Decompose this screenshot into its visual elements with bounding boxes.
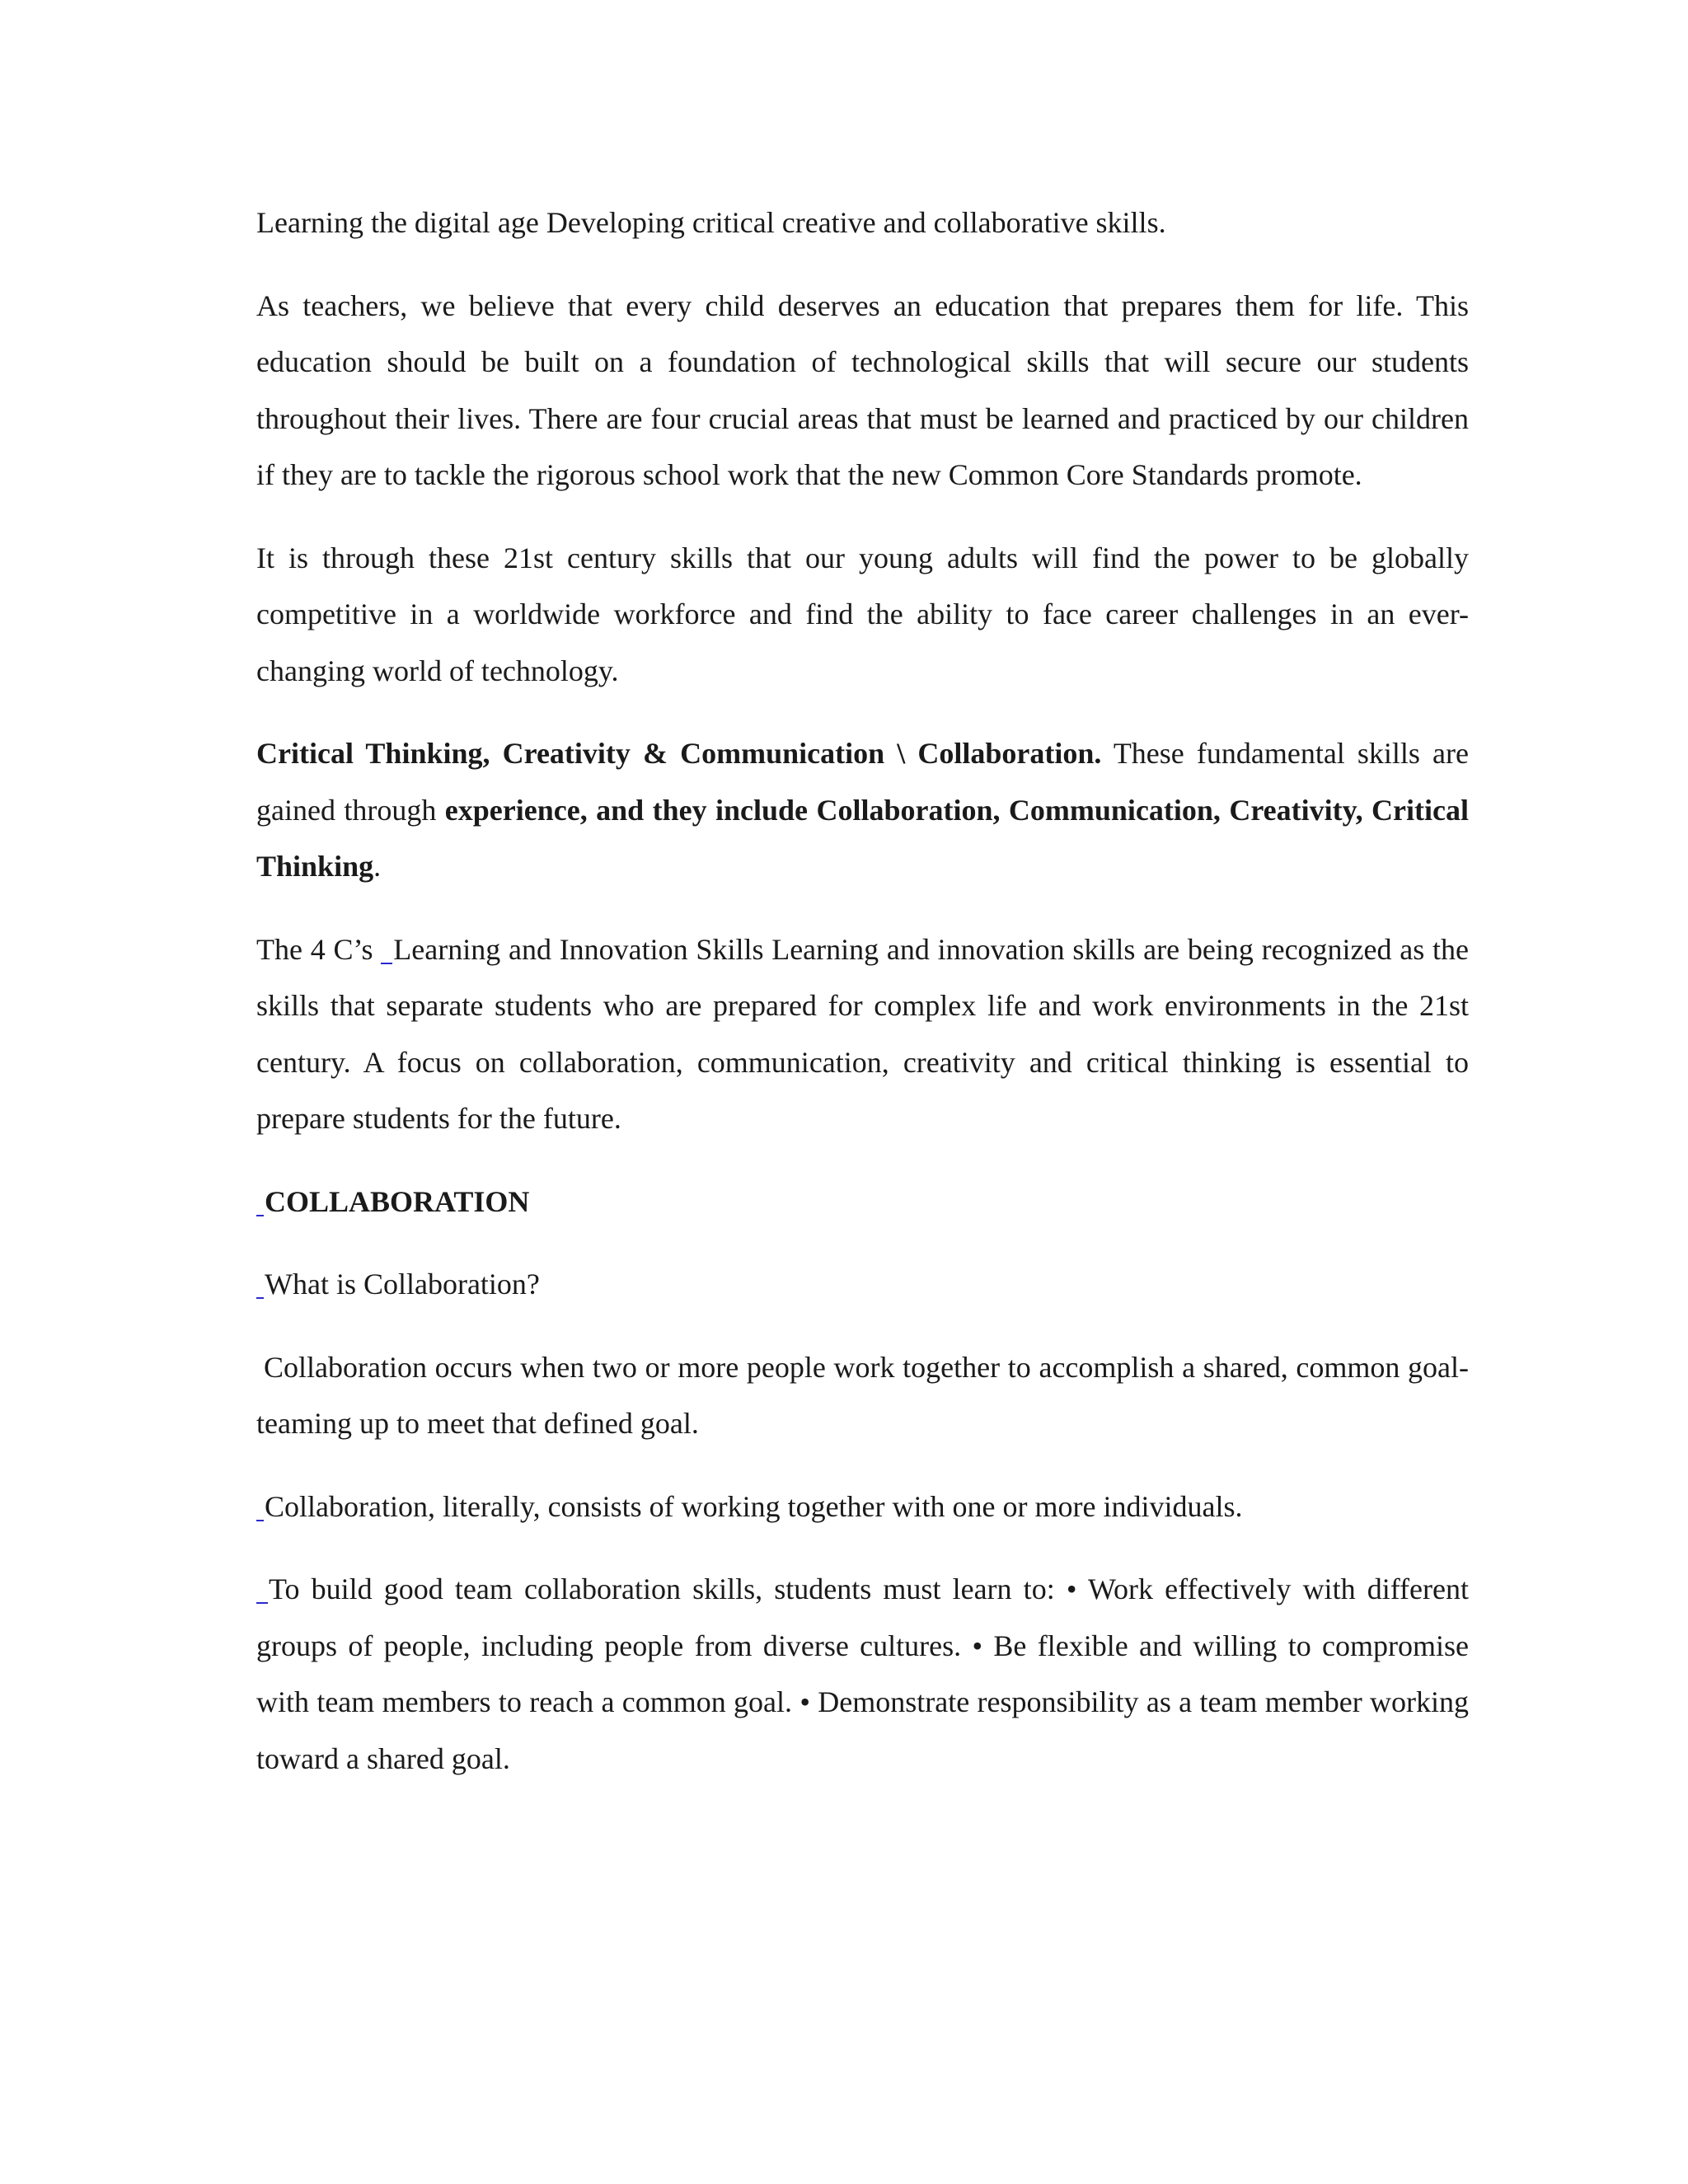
title-line: Learning the digital age Developing critical creative and collaborative skills. [256,206,1166,239]
link-marker[interactable] [256,1182,264,1216]
link-marker[interactable] [381,930,392,964]
bold-lead-text: Critical Thinking, Creativity & Communication \ Collaboration. [256,737,1102,770]
document-body [256,194,1469,1813]
paragraph-collaboration-occurs [256,1339,1469,1452]
paragraph-critical-thinking [256,725,1469,895]
collaboration-heading [256,1174,1469,1230]
paragraph-21st-century: It is through these 21st century skills that our young adults will find the power to be globally competitive in a worldwide workforce and find the ability to face career challenges in an ever- changing world of technology. [256,541,1469,687]
plain-text: These fundamental skills are gained through [256,737,1469,827]
four-cs-lead: The 4 C’s [256,932,382,966]
link-marker[interactable] [256,1264,264,1299]
bold-skills-text: experience, and they include Collaboration, Communication, Creativity, Critical Thinking [256,793,1469,883]
link-marker[interactable] [256,1569,268,1604]
question-text: What is Collaboration? [265,1268,540,1301]
link-marker[interactable] [256,1487,264,1521]
collaboration-literally-text: Collaboration, literally, consists of working together with one or more individuals. [265,1489,1243,1523]
collaboration-occurs-text: Collaboration occurs when two or more people work together to accomplish a shared, common goal-teaming up to meet that defined goal. [256,1350,1469,1440]
paragraph-4cs [256,921,1469,1147]
question-line [256,1256,1469,1313]
paragraph-teachers: As teachers, we believe that every child deserves an education that prepares them for life. This education should be built on a foundation of technological skills that will secure our students throughout their lives. There are four crucial areas that must be learned and practiced by our children if they are to tackle the rigorous school work that the new Common Core Standards promote. [256,288,1469,491]
paragraph-collaboration-literally [256,1479,1469,1535]
team-skills-text: To build good team collaboration skills, students must learn to: • Work effectively with different groups of people, including people from diverse cultures. • Be flexible and willing to compromise with team members to reach a common goal. • Demonstrate responsibility as a team member working toward a shared goal. [256,1572,1469,1775]
paragraph-team-skills [256,1561,1469,1787]
period-text: . [373,850,382,883]
four-cs-text: Learning and Innovation Skills Learning and innovation skills are being recognized as the skills that separate students who are prepared for complex life and work environments in the 21st century. A focus on collaboration, communication, creativity and critical thinking is essential to prepare students for the future. [256,932,1469,1135]
heading-text: COLLABORATION [265,1184,530,1218]
